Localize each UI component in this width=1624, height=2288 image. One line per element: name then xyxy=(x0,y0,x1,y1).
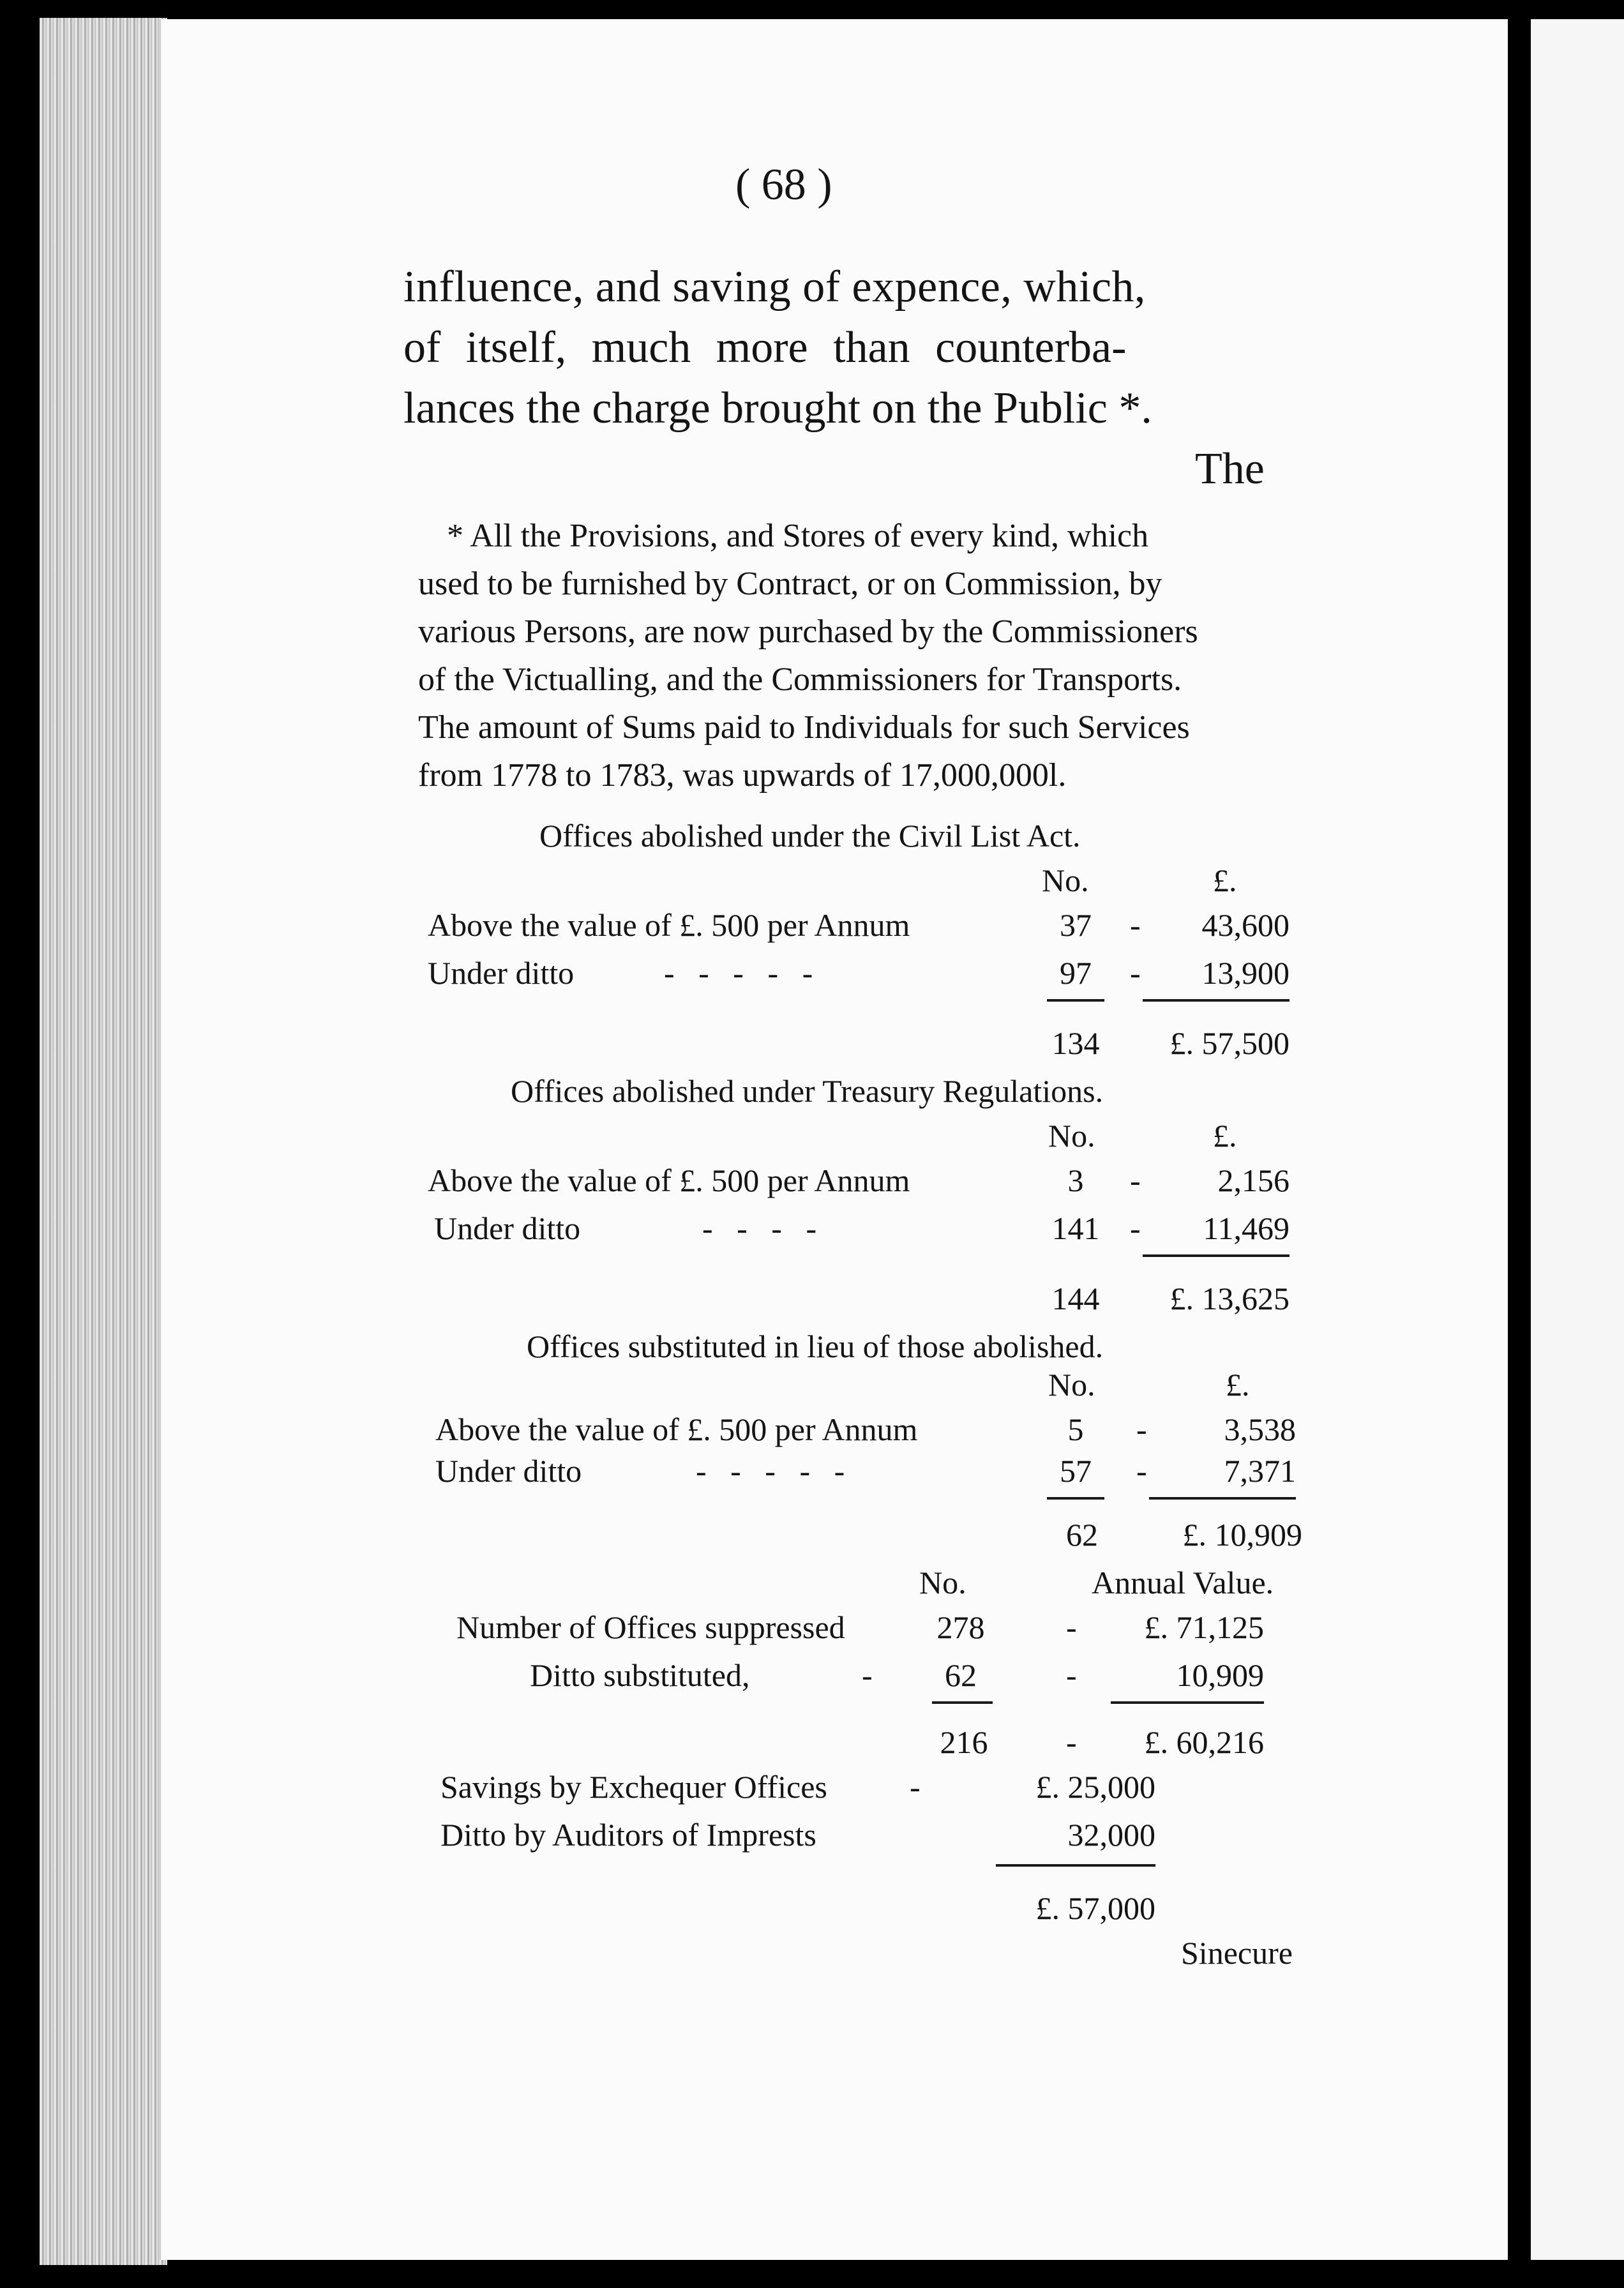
page-edges xyxy=(40,18,167,2265)
savings-rule xyxy=(996,1864,1155,1867)
civil-list-col-pound: £. xyxy=(1213,862,1237,898)
treasury-rule-amount xyxy=(1143,1254,1289,1257)
summary-rule-amount xyxy=(1111,1701,1264,1704)
summary-row-1-dash: - xyxy=(1066,1609,1077,1645)
footnote-line-5: The amount of Sums paid to Individuals for such Services xyxy=(418,709,1190,746)
summary-rule-no xyxy=(932,1701,993,1704)
footnote-line-1: * All the Provisions, and Stores of every kind, which xyxy=(447,518,1149,554)
treasury-row-2-dots: - - - - xyxy=(702,1210,817,1246)
treasury-row-1-no: 3 xyxy=(1067,1163,1084,1198)
civil-total-no: 134 xyxy=(1051,1025,1100,1061)
summary-row-1-amount: £. 71,125 xyxy=(1144,1609,1264,1645)
treasury-row-1-amount: 2,156 xyxy=(1217,1163,1289,1198)
civil-row-1-dash: - xyxy=(1130,907,1141,943)
savings-row-1-label: Savings by Exchequer Offices xyxy=(440,1769,827,1805)
substituted-row-1-no: 5 xyxy=(1067,1411,1084,1447)
treasury-row-2-amount: 11,469 xyxy=(1203,1210,1289,1246)
civil-list-col-no: No. xyxy=(1042,862,1089,898)
summary-row-1-label: Number of Offices suppressed xyxy=(456,1609,845,1645)
summary-row-2-no: 62 xyxy=(945,1657,977,1693)
treasury-row-2-no: 141 xyxy=(1051,1210,1100,1246)
civil-row-2-label: Under ditto xyxy=(428,955,575,991)
substituted-row-2-label: Under ditto xyxy=(435,1453,582,1489)
civil-rule-no xyxy=(1047,999,1104,1002)
savings-row-1-dash: - xyxy=(910,1769,921,1805)
civil-rule-amount xyxy=(1143,999,1289,1002)
treasury-total-no: 144 xyxy=(1051,1281,1100,1316)
body-line-1: influence, and saving of expence, which, xyxy=(403,262,1146,312)
civil-row-2-dots: - - - - - xyxy=(664,955,813,991)
footnote-line-2: used to be furnished by Contract, or on Commission, by xyxy=(418,566,1162,602)
page-number: ( 68 ) xyxy=(735,160,832,209)
treasury-heading: Offices abolished under Treasury Regulations. xyxy=(511,1073,1104,1109)
footnote-line-6: from 1778 to 1783, was upwards of 17,000,000l. xyxy=(418,757,1067,794)
substituted-rule-amount xyxy=(1149,1497,1296,1500)
summary-col-no: No. xyxy=(919,1565,966,1600)
substituted-col-no: No. xyxy=(1048,1367,1095,1403)
savings-total: £. 57,000 xyxy=(1035,1890,1155,1926)
summary-col-value: Annual Value. xyxy=(1092,1565,1274,1600)
substituted-row-2-amount: 7,371 xyxy=(1224,1453,1296,1489)
summary-row-2-label: Ditto substituted, xyxy=(530,1657,750,1693)
substituted-col-pound: £. xyxy=(1226,1367,1250,1403)
catchword-sinecure: Sinecure xyxy=(1181,1935,1293,1971)
substituted-row-1-label: Above the value of £. 500 per Annum xyxy=(435,1411,918,1447)
savings-row-2-amount: 32,000 xyxy=(1067,1817,1155,1853)
summary-total-no: 216 xyxy=(940,1724,988,1760)
summary-row-2-dots: - xyxy=(862,1657,873,1693)
next-page-edge xyxy=(1531,19,1624,2260)
civil-row-2-no: 97 xyxy=(1060,955,1092,991)
civil-row-2-dash: - xyxy=(1130,955,1141,991)
civil-row-1-label: Above the value of £. 500 per Annum xyxy=(428,907,910,943)
substituted-row-2-no: 57 xyxy=(1060,1453,1092,1489)
treasury-row-2-label: Under ditto xyxy=(434,1210,581,1246)
treasury-row-1-label: Above the value of £. 500 per Annum xyxy=(428,1163,910,1198)
treasury-total-amount: £. 13,625 xyxy=(1169,1281,1289,1316)
civil-row-1-no: 37 xyxy=(1060,907,1092,943)
body-line-3: lances the charge brought on the Public *. xyxy=(403,384,1152,433)
substituted-row-1-amount: 3,538 xyxy=(1224,1411,1296,1447)
substituted-total-amount: £. 10,909 xyxy=(1182,1517,1302,1553)
treasury-row-2-dash: - xyxy=(1130,1210,1141,1246)
footnote-line-3: various Persons, are now purchased by the Commissioners xyxy=(418,613,1198,650)
substituted-total-no: 62 xyxy=(1066,1517,1098,1553)
substituted-row-1-dash: - xyxy=(1136,1411,1147,1447)
treasury-row-1-dash: - xyxy=(1130,1163,1141,1198)
substituted-row-2-dots: - - - - - xyxy=(696,1453,845,1489)
summary-row-2-dash: - xyxy=(1066,1657,1077,1693)
summary-total-amount: £. 60,216 xyxy=(1144,1724,1264,1760)
civil-list-heading: Offices abolished under the Civil List Act. xyxy=(539,818,1081,854)
treasury-col-pound: £. xyxy=(1213,1118,1237,1154)
footnote-line-4: of the Victualling, and the Commissioners for Transports. xyxy=(418,661,1182,698)
savings-row-1-amount: £. 25,000 xyxy=(1035,1769,1155,1805)
civil-row-2-amount: 13,900 xyxy=(1201,955,1289,991)
civil-total-amount: £. 57,500 xyxy=(1169,1025,1289,1061)
savings-row-2-label: Ditto by Auditors of Imprests xyxy=(440,1817,816,1853)
substituted-rule-no xyxy=(1047,1497,1104,1500)
substituted-row-2-dash: - xyxy=(1136,1453,1147,1489)
summary-total-dash: - xyxy=(1066,1724,1077,1760)
catchword-the: The xyxy=(1195,444,1265,493)
civil-row-1-amount: 43,600 xyxy=(1201,907,1289,943)
treasury-col-no: No. xyxy=(1048,1118,1095,1154)
summary-row-1-no: 278 xyxy=(936,1609,985,1645)
body-line-2: of itself, much more than counterba- xyxy=(403,323,1127,372)
substituted-heading: Offices substituted in lieu of those abolished. xyxy=(527,1328,1104,1364)
summary-row-2-amount: 10,909 xyxy=(1176,1657,1264,1693)
